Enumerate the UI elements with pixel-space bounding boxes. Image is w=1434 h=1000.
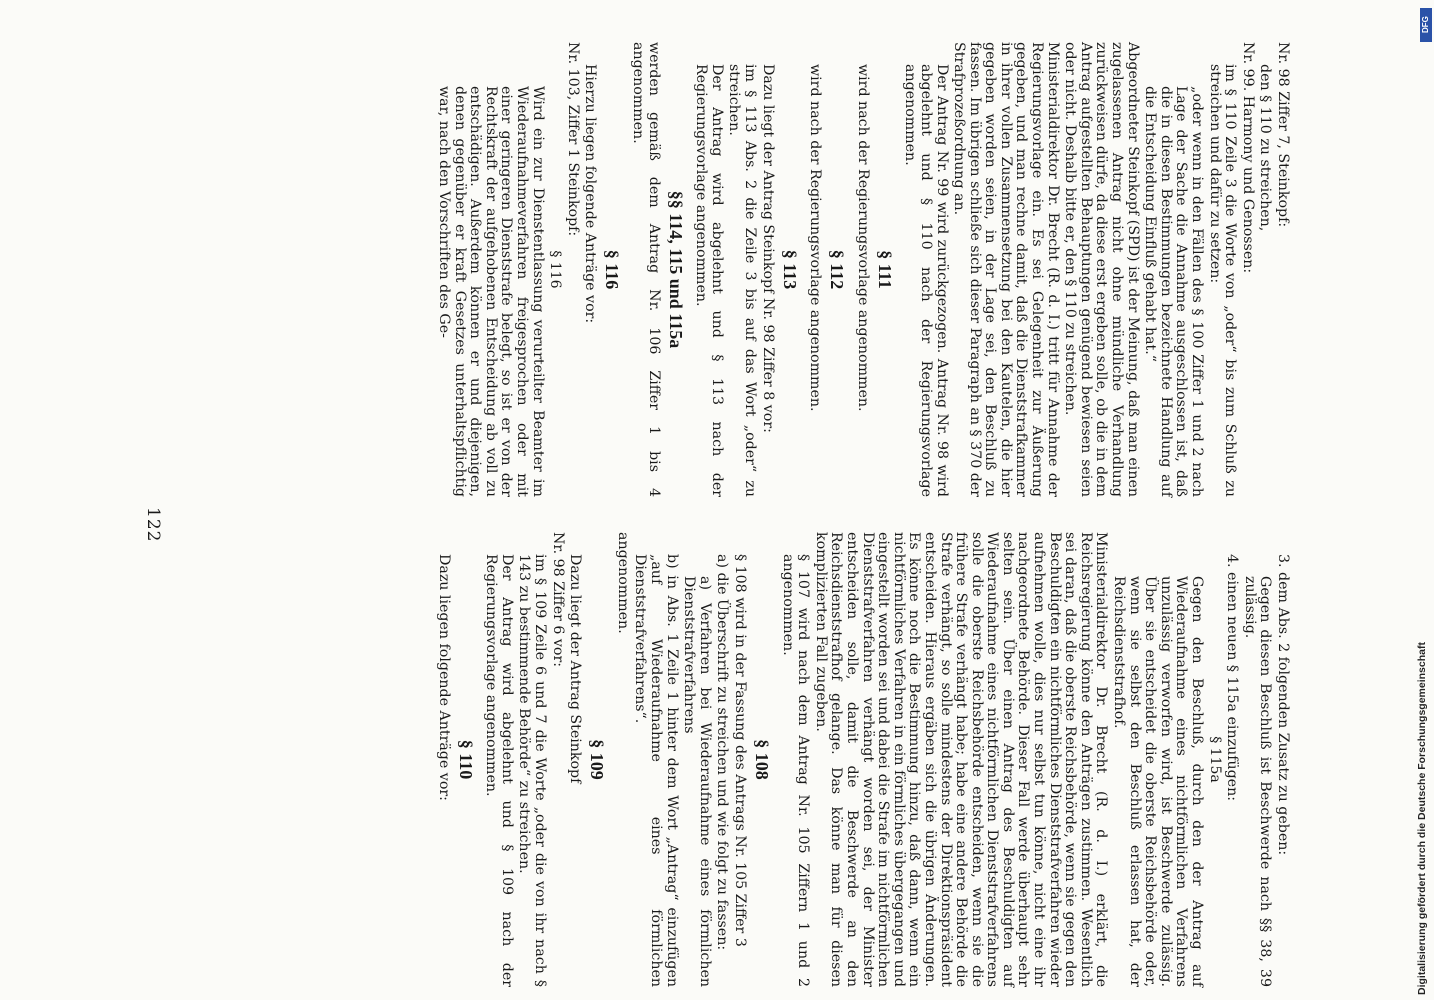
section-heading: § 111 (874, 250, 895, 289)
paragraph: im § 110 Zeile 3 die Worte von „oder“ bis zum Schluß zu streichen und dafür zu setzen: (1206, 64, 1239, 497)
section-heading: § 108 (752, 739, 772, 780)
paragraph: a) Verfahren bei Wiederaufnahme eines förmlichen Dienststrafverfahrens (681, 576, 713, 987)
rotated-page-content (100, 42, 1291, 987)
paragraph-subheading: § 116 (547, 250, 564, 289)
paragraph: b) in Abs. 1 Zeile 1 hinter dem Wort „Antrag“ einzufügen „auf Wiederaufnahme eines förmlichen Dienststrafverfahrens“. (632, 554, 680, 987)
paragraph: 3. dem Abs. 2 folgenden Zusatz zu geben: (1275, 554, 1291, 856)
paragraph: Gegen diesen Beschluß ist Beschwerde nach §§ 38, 39 zulässig. (1241, 576, 1274, 987)
dfg-logo-icon: DFG (1420, 8, 1432, 42)
section-heading: § 110 (455, 739, 476, 780)
paragraph: Abgeordneter Steinkopf (SPD) ist der Meinung, daß man einen zugelassenen Antrag nicht ohne mündliche Verhandlung zurückweisen dürfe, da diese erst ergeben solle, ob die in dem Antrag aufgestellten Behauptungen genügend bewiesen seien oder nicht. Deshalb bitte er, den § 110 zu streichen. (1062, 42, 1141, 497)
paragraph: wird nach der Regierungsvorlage angenommen. (854, 64, 871, 412)
paragraph: den § 110 zu streichen, (1257, 64, 1274, 232)
paragraph: Der Antrag Nr. 99 wird zurückgezogen. Antrag Nr. 98 wird abgelehnt und § 110 nach der Regierungsvorlage angenommen. (902, 64, 950, 497)
left-column (170, 532, 1290, 987)
right-column (433, 42, 1290, 497)
paragraph: Dazu liegen folgende Anträge vor: (435, 554, 452, 801)
paragraph: § 108 wird in der Fassung des Antrags Nr. 105 Ziffer 3 (732, 554, 748, 947)
paragraph: Der Antrag wird abgelehnt und § 113 nach der Regierungsvorlage angenommen. (693, 64, 725, 497)
section-heading: § 112 (827, 249, 848, 290)
paragraph: Nr. 98 Ziffer 7, Steinkopf: (1275, 42, 1291, 228)
section-heading: § 116 (602, 249, 623, 290)
paragraph: angenommen. (614, 532, 631, 634)
paragraph: im § 113 Abs. 2 die Zeile 3 bis auf das Wort „oder“ zu streichen. (726, 64, 758, 497)
digitization-credit: Digitalisierung gefördert durch die Deutsche Forschungsgemeinschaft (1416, 642, 1428, 995)
paragraph-subheading: § 115a (1206, 736, 1223, 783)
page-number: 122 (143, 507, 163, 543)
paragraph: Der Antrag wird abgelehnt und § 109 nach der Regierungsvorlage angenommen. (483, 554, 515, 987)
paragraph: Ministerialdirektor Dr. Brecht (R. d. I.) erklärt, die Reichsregierung könne den Anträgen zustimmen. Wesentlich sei daran, daß die oberste Reichsbehörde, wenn sie gegen den Beschuldigten ein nichtförmliches Dienststrafverfahren wieder aufnehmen wolle, dies nur selbst tun könne, nicht eine ihr nachgeordnete Behörde. Dieser Fall werde überhaupt sehr selten sein. Über einen Antrag des Beschuldigten auf Wiederaufnahme eines nichtförmlichen Dienststrafverfahrens solle die oberste Reichsbehörde entscheiden, wenn sie die frühere Strafe verhängt habe; habe eine andere Behörde die Strafe verhängt, so solle mindestens der Direktionspräsident entscheiden. Hieraus ergäben sich die übrigen Änderungen. Es könne noch die Bestimmung hinzu, daß dann, wenn ein nichtförmliches Verfahren in ein förmliches übergegangen und eingestellt worden sei und dabei die Strafe im nichtförmlichen Dienststrafverfahren verhängt worden sei, der Minister entscheiden solle, damit die Beschwerde an den Reichsdienststrafhof gelange. Das könne man für diesen komplizierten Fall zugeben. (812, 532, 1110, 987)
paragraph: Nr. 103, Ziffer 1 Steinkopf: (564, 42, 581, 237)
section-heading: § 109 (587, 739, 608, 780)
paragraph: Dazu liegt der Antrag Steinkopf (567, 554, 584, 784)
paragraph: „oder wenn in den Fällen des § 100 Ziffer 1 und 2 nach Lage der Sache die Annahme ausgeschlossen ist, daß die in diesen Bestimmungen bezeichnete Handlung auf die Entscheidung Einfluß gehabt hat.“ (1142, 86, 1206, 497)
section-heading: § 113 (779, 249, 800, 290)
section-heading: §§ 114, 115 und 115a (665, 190, 686, 349)
paragraph: Gegen den Beschluß, durch den der Antrag auf Wiederaufnahme eines nichtförmlichen Verfahrens unzulässig verworfen wird, ist Beschwerde zulässig. Über sie entscheidet die oberste Reichsbehörde oder, wenn sie selbst den Beschluß erlassen hat, der Reichsdienststrafhof. (1111, 576, 1206, 987)
paragraph: Hierzu liegen folgende Anträge vor: (582, 64, 599, 324)
paragraph: 4. einen neuen § 115a einzufügen: (1224, 554, 1241, 801)
paragraph: wird nach der Regierungsvorlage angenommen. (807, 64, 824, 412)
paragraph: Dazu liegt der Antrag Steinkopf Nr. 98 Ziffer 8 vor: (759, 64, 776, 433)
paragraph: Wird ein zur Dienstentlassung verurteilter Beamter im Wiederaufnahmeverfahren freigesprochen oder mit einer geringeren Dienststrafe belegt, so ist er von der Rechtskraft der aufgehobenen Entscheidung ab voll zu entschädigen. Außerdem können er und diejenigen, denen gegenüber er kraft Gesetzes unterhaltspflichtig war, nach den Vorschriften des Ge- (436, 86, 546, 497)
paragraph: Nr. 99. Harmony und Genossen: (1239, 42, 1256, 274)
paragraph: § 107 wird nach dem Antrag Nr. 105 Ziffern 1 und 2 angenommen. (779, 554, 812, 987)
paragraph: Nr. 98 Ziffer 6 vor: (549, 532, 566, 668)
paragraph: a) die Überschrift zu streichen und wie folgt zu fassen: (714, 554, 731, 951)
paragraph: werden gemäß dem Antrag Nr. 106 Ziffer 1 bis 4 angenommen. (630, 42, 662, 497)
paragraph: im § 109 Zeile 6 und 7 die Worte „oder die von ihr nach § 143 zu bestimmende Behörde“ zu streichen. (516, 554, 549, 987)
paragraph: Ministerialdirektor Dr. Brecht (R. d. I.) tritt für Annahme der Regierungsvorlage ein. Es sei Gelegenheit zur Äußerung gegeben, und man rechne damit, daß die Dienststrafkammer in ihrer vollen Zusammensetzung bei den Kautelen, die hier gegeben worden seien, in der Lage sei, den Beschluß zu fassen. Im übrigen schließe sich dieser Paragraph an § 370 der Strafprozeßordnung an. (951, 42, 1061, 497)
